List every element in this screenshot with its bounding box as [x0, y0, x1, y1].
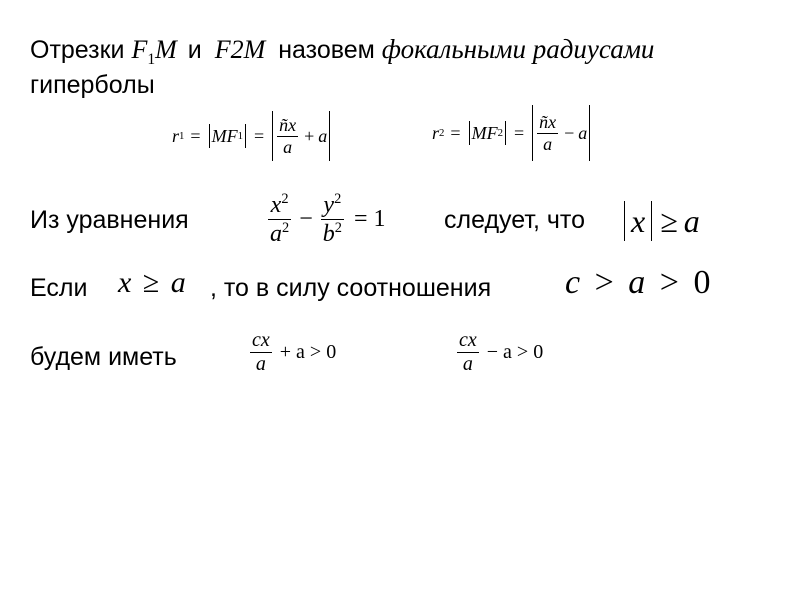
ineq2-numerator: cx [459, 328, 477, 351]
rel-a: a [628, 264, 646, 301]
then-by-relation-label: , то в силу соотношения [210, 274, 492, 302]
r1-numerator: ñx [279, 114, 297, 135]
abs-bar-right-tall [329, 111, 330, 161]
heading-and: и [187, 36, 202, 64]
formula-r2 [432, 104, 592, 162]
rel-gt-1: > [594, 264, 614, 301]
inequality-1 [248, 322, 336, 382]
heading-f2m: F2M [214, 35, 266, 64]
r2-denominator: a [543, 133, 553, 154]
abs-bar-left-tall [272, 111, 273, 161]
ineq1-denominator: a [255, 352, 266, 375]
rel-gt-2: > [659, 264, 679, 301]
r1-mf: MF [211, 125, 238, 146]
eq-x-exponent: 2 [281, 190, 289, 207]
r2-numerator: ñx [539, 111, 557, 132]
follows-label: следует, что [444, 206, 585, 234]
formula-r1 [172, 110, 332, 162]
eq-a: a [270, 220, 282, 247]
cx-over-a-fraction [457, 329, 479, 376]
r2-mf-subscript: 2 [497, 127, 503, 139]
r1-equals-2: = [253, 125, 265, 146]
r1-subscript: 1 [179, 130, 185, 142]
condition-x-geq-a [118, 266, 186, 300]
r2-symbol: r [432, 122, 440, 143]
eq-equals-one: = 1 [353, 205, 386, 232]
cond-x: x [118, 266, 132, 299]
y-over-b-fraction [321, 191, 344, 248]
eq-a-exponent: 2 [282, 219, 290, 236]
ineq2-denominator: a [462, 352, 473, 375]
eq-minus: − [299, 205, 313, 232]
relation-c-gt-a-gt-0 [565, 264, 710, 302]
r1-a: a [318, 125, 328, 146]
abs-bar-left [624, 201, 625, 241]
r2-subscript: 2 [439, 127, 445, 139]
r2-minus: − [564, 122, 575, 143]
heading-f1: $F_1M$ [131, 35, 177, 69]
rhs-a: a [683, 202, 700, 239]
abs-x-geq-a [622, 198, 700, 244]
abs-bar-left [209, 124, 210, 148]
r2-mf: MF [471, 122, 498, 143]
abs-bar-right-tall [589, 105, 590, 161]
cond-a: a [170, 266, 186, 299]
eq-x: x [270, 191, 282, 218]
abs-bar-right [505, 121, 506, 145]
abs-x: x [631, 202, 646, 239]
heading-line-1 [30, 34, 654, 75]
r1-denominator: a [283, 136, 293, 157]
cx-over-a-fraction [250, 329, 272, 376]
eq-b-exponent: 2 [334, 219, 342, 236]
will-have-label: будем иметь [30, 343, 177, 371]
cond-geq: ≥ [142, 266, 160, 299]
eq-y-exponent: 2 [334, 190, 342, 207]
inequality-2 [455, 322, 543, 382]
from-equation-label: Из уравнения [30, 206, 189, 234]
abs-bar-left-tall [532, 105, 533, 161]
heading-word-segments: Отрезки [30, 36, 125, 64]
heading-line-2: гиперболы [30, 71, 155, 99]
x-over-a-fraction [268, 191, 291, 248]
hyperbola-equation [266, 188, 386, 250]
heading-term-focal-radii: фокальными радиусами [381, 34, 655, 64]
r1-equals-1: = [190, 125, 201, 146]
abs-bar-right [651, 201, 652, 241]
eq-b: b [322, 220, 335, 247]
r1-symbol: r [172, 125, 180, 146]
abs-bar-left [469, 121, 470, 145]
r1-plus: + [304, 125, 315, 146]
r2-fraction [537, 112, 558, 155]
ineq1-rest: + a > 0 [279, 340, 337, 363]
eq-y: y [323, 191, 335, 218]
r2-equals-1: = [450, 122, 461, 143]
ineq2-rest: − a > 0 [486, 340, 544, 363]
abs-bar-right [245, 124, 246, 148]
r1-mf-subscript: 1 [237, 130, 243, 142]
heading-word-call: назовем [278, 36, 375, 64]
geq-sign: ≥ [660, 202, 678, 239]
r1-fraction [277, 115, 298, 158]
if-label: Если [30, 274, 88, 302]
r2-a: a [578, 122, 588, 143]
rel-zero: 0 [693, 264, 711, 301]
rel-c: c [565, 264, 581, 301]
ineq1-numerator: cx [252, 328, 270, 351]
r2-equals-2: = [513, 122, 525, 143]
